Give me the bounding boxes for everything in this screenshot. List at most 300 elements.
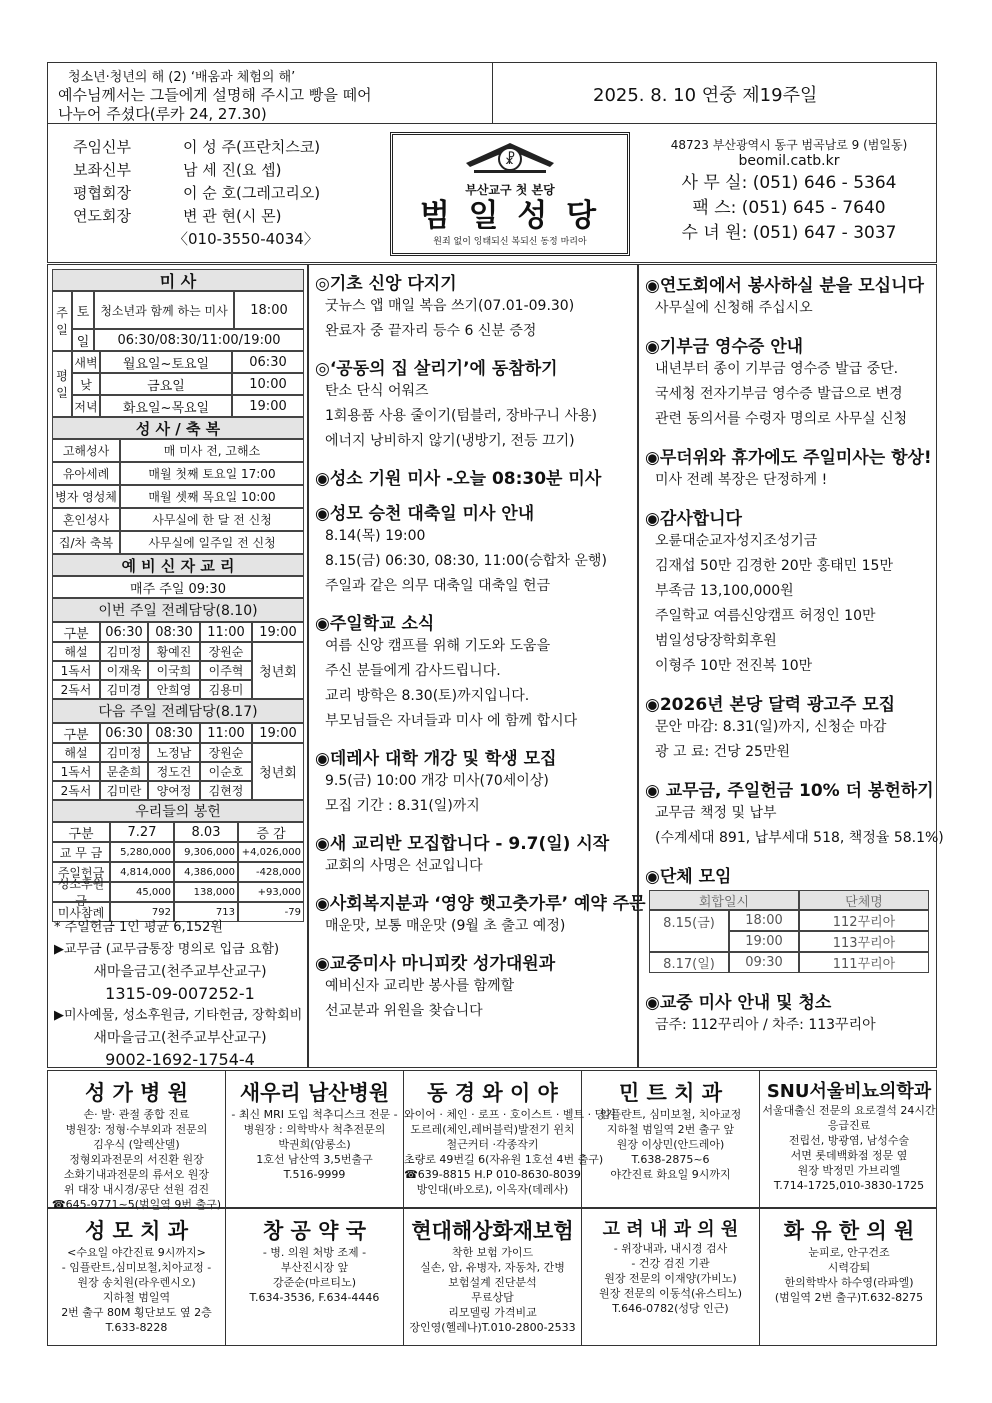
ad-line: 리모델링 가격비교: [448, 1306, 537, 1319]
notice-title: ◉교중미사 마니피캇 성가대원과: [315, 954, 556, 974]
notice-line: 8.14(목) 19:00: [325, 528, 426, 544]
staff-row: [73, 182, 320, 205]
dawn-label: 새벽: [72, 351, 100, 373]
sacrament-time: 사무실에 일주일 전 신청: [120, 531, 304, 554]
ad-line: 원장 전문의 이재양(가비노): [604, 1272, 737, 1285]
notice-line: 이형주 10만 전진복 10만: [655, 658, 813, 674]
group-time: 18:00: [729, 910, 799, 931]
ad-title: 성 가 병 원: [84, 1081, 189, 1105]
duty-cell: 정도건: [148, 762, 200, 781]
ad-block: [226, 1209, 404, 1345]
notice-line: 주일과 같은 의무 대축일 대축일 헌금: [325, 578, 551, 594]
ad-line: 병원장: 정형·수부외과 전문의: [65, 1123, 208, 1136]
notice-line: 교무금 책정 및 납부: [655, 805, 777, 821]
notice-line: 관련 동의서를 수령자 명의로 사무실 신청: [655, 411, 908, 427]
ad-line: 도르레(체인,레버블럭)발전기 윈치: [410, 1123, 575, 1136]
offering-cell: -428,000: [238, 862, 304, 882]
svg-text:☧: ☧: [504, 152, 516, 168]
ad-line: (범일역 2번 출구)T.632-8275: [774, 1291, 924, 1304]
ad-line: 2번 출구 80M 횡단보도 옆 2층: [61, 1306, 212, 1319]
header-box: [47, 62, 937, 124]
offering-cell: 성소후원금: [52, 882, 110, 902]
ad-line: - 건강 검진 기관: [631, 1257, 710, 1270]
dawn-time: 06:30: [232, 351, 304, 373]
notice-title: ◉성모 승천 대축일 미사 안내: [315, 504, 535, 524]
duty-cell: 1독서: [52, 762, 100, 781]
ad-block: [404, 1209, 582, 1345]
group-time: 19:00: [729, 931, 799, 952]
dawn-days: 월요일~토요일: [100, 351, 232, 373]
note-line: 새마을금고(천주교부산교구): [93, 1030, 267, 1046]
ad-line: 원장 이상민(안드레아): [616, 1138, 725, 1151]
bulletin-date: 2025. 8. 10 연중 제19주일: [593, 85, 818, 106]
ad-block: [760, 1071, 938, 1207]
duty-cell: 1독서: [52, 661, 100, 680]
ad-line: 지하철 범일역: [102, 1291, 171, 1304]
notice-line: 완료자 중 끝자리 등수 6 신분 증정: [325, 323, 537, 339]
sacrament-name: 집/차 축복: [52, 531, 120, 554]
theme-area: [48, 63, 493, 123]
staff-name: 남 세 진(요 셉): [183, 161, 282, 179]
offering-cell: +4,026,000: [238, 842, 304, 862]
duty-head-cell: 06:30: [100, 622, 148, 642]
ad-line: 초량로 49번길 6(자유원 1호선 4번 출구): [404, 1153, 604, 1166]
note-line: 1315-09-007252-1: [105, 984, 255, 1003]
duty-rows: [52, 743, 252, 800]
staff-row: [73, 159, 320, 182]
offering-row: [52, 877, 304, 908]
offering-cell: 4,386,000: [174, 862, 238, 882]
sacrament-name: 유아세례: [52, 462, 120, 485]
ads-row-2: [47, 1208, 937, 1346]
duty-cell: 김미란: [100, 781, 148, 800]
ad-line: T.646-0782(성당 인근): [612, 1302, 729, 1315]
right-column: [638, 264, 944, 1068]
offering-cell: 교 무 금: [52, 842, 110, 862]
sat-time: 18:00: [234, 291, 304, 329]
notice-section: [315, 744, 633, 819]
staff-phone: 〈010-3550-4034〉: [173, 230, 319, 248]
ad-line: T.634-3536, F.634-4446: [249, 1291, 380, 1304]
group-name: 113꾸리아: [799, 931, 929, 952]
weekday-label: 평일: [52, 351, 72, 417]
website-link[interactable]: beomil.catb.kr: [738, 153, 840, 169]
offering-cell: 792: [110, 902, 174, 922]
notice-section: [315, 354, 633, 454]
notice-line: 1회용품 사용 줄이기(텀블러, 장바구니 사용): [325, 408, 597, 424]
ad-line: 정형외과전문의 서진환 원장: [69, 1153, 204, 1166]
offering-head-cell: 증 감: [238, 822, 304, 842]
offering-head-cell: 8.03: [174, 822, 238, 842]
ad-title: 새우리 남산병원: [239, 1081, 390, 1105]
offering-cell: -79: [238, 902, 304, 922]
duty-cell: 황예진: [148, 642, 200, 661]
notice-section: [315, 829, 633, 879]
notice-title: ◉데레사 대학 개강 및 학생 모집: [315, 749, 557, 769]
sacrament-time: 매 미사 전, 고해소: [120, 439, 304, 462]
notice-line: 문안 마감: 8.31(일)까지, 신청순 마감: [655, 719, 887, 735]
duty-youth: 청년회: [252, 743, 304, 800]
sacrament-row: [52, 485, 304, 508]
offering-cell: 9,306,000: [174, 842, 238, 862]
sat-label: 토: [72, 291, 94, 329]
sacrament-row: [52, 531, 304, 554]
duty-cell: 장원순: [200, 642, 252, 661]
ad-line: T.638-2875~6: [631, 1153, 710, 1166]
ad-line: - 최신 MRI 도입 척추디스크 전문 -: [231, 1108, 398, 1121]
convent-phone: 수 녀 원: (051) 647 - 3037: [681, 223, 897, 243]
duty-youth: 청년회: [252, 642, 304, 699]
notice-section: [645, 776, 944, 851]
staff-row: [73, 136, 320, 159]
group-head-row: [649, 890, 929, 910]
mass-title: 미 사: [52, 269, 304, 291]
ad-line: 강준순(마르티노): [273, 1276, 356, 1289]
sacrament-name: 고해성사: [52, 439, 120, 462]
group-time: 09:30: [729, 952, 799, 973]
sacrament-row: [52, 508, 304, 531]
ad-line: 착한 보험 가이드: [451, 1246, 534, 1259]
notice-title: ◉감사합니다: [645, 509, 742, 529]
offering-head-cell: 구분: [52, 822, 110, 842]
ad-line: 실손, 암, 유병자, 자동차, 간병: [420, 1261, 565, 1274]
duty-cell: 양여정: [148, 781, 200, 800]
catechumen-time: 매주 주일 09:30: [52, 576, 304, 598]
ad-line: 무료상담: [471, 1291, 514, 1304]
notice-line: 매운맛, 보통 매운맛 (9월 초 출고 예정): [325, 918, 566, 934]
staff-row: [73, 205, 320, 228]
middle-column: [308, 264, 646, 1068]
ad-line: 와이어 · 체인 · 로프 · 호이스트 · 벨트 · 당기: [404, 1108, 616, 1121]
duty-head-cell: 19:00: [252, 723, 304, 743]
duty-row: [52, 680, 252, 699]
staff-name: 이 성 주(프란치스코): [183, 138, 321, 156]
church-name: 범 일 성 당: [419, 198, 601, 234]
notice-section: [315, 949, 633, 1024]
notice-title: ◉성소 기원 미사 -오늘 08:30분 미사: [315, 469, 602, 489]
left-column: [47, 264, 308, 1068]
duty-cell: 이재욱: [100, 661, 148, 680]
staff-role: 보좌신부: [73, 161, 131, 179]
staff-role: 연도회장: [73, 207, 131, 225]
ad-title: 현대해상화재보험: [411, 1219, 574, 1243]
ad-block: [582, 1209, 760, 1345]
mass-table: [52, 269, 304, 922]
ad-line: - 병. 의원 처방 조제 -: [262, 1246, 367, 1259]
duty-row: [52, 661, 252, 680]
notice-line: 9.5(금) 10:00 개강 미사(70세이상): [325, 773, 549, 789]
ad-line: 원장 박정민 가브리엘: [797, 1164, 901, 1177]
notice-title: ◉사회복지분과 ‘영양 햇고춧가루’ 예약 주문: [315, 894, 646, 914]
group-date: 8.17(일): [649, 952, 729, 973]
notice-line: 모집 기간 : 8.31(일)까지: [325, 798, 480, 814]
notice-section: [315, 889, 646, 939]
notice-section: [645, 443, 932, 493]
notice-line: 주일학교 여름신앙캠프 허정인 10만: [655, 608, 876, 624]
notice-line: 탄소 단식 어워즈: [325, 383, 429, 399]
notice-line: 에너지 낭비하지 않기(냉방기, 전등 끄기): [325, 433, 575, 449]
notice-line: 국세청 전자기부금 영수증 발급으로 변경: [655, 386, 903, 402]
info-box: [47, 123, 937, 263]
theme-line: 청소년·청년의 해 (2) ‘배움과 체험의 해’: [68, 70, 296, 85]
ad-title: 고 려 내 과 의 원: [602, 1219, 739, 1240]
duty-this-table: [52, 622, 304, 699]
duty-row: [52, 743, 252, 762]
duty-head-cell: 08:30: [148, 622, 200, 642]
ad-line: 김우식 (알렉산델): [93, 1138, 180, 1151]
duty-cell: 해설: [52, 743, 100, 762]
ad-line: 서면 롯데백화점 정문 옆: [790, 1149, 908, 1162]
offering-cell: 45,000: [110, 882, 174, 902]
ad-line: 병원장 : 의학박사 척추전문의: [243, 1123, 386, 1136]
sacrament-name: 혼인성사: [52, 508, 120, 531]
office-phone: 사 무 실: (051) 646 - 5364: [681, 173, 897, 193]
sun-times: 06:30/08:30/11:00/19:00: [94, 329, 304, 351]
duty-cell: 김미정: [100, 642, 148, 661]
notice-section: [315, 464, 633, 489]
ad-line: 위 대장 내시경/공단 선원 검진: [63, 1183, 210, 1196]
notice-line: 8.15(금) 06:30, 08:30, 11:00(승합차 운행): [325, 553, 607, 569]
duty-row: [52, 781, 252, 800]
sacrament-time: 매월 첫째 토요일 17:00: [120, 462, 304, 485]
group-head-cell: 회합일시: [649, 890, 799, 910]
offering-title: 우리들의 봉헌: [52, 800, 304, 822]
notice-title: ◎‘공동의 집 살리기’에 동참하기: [315, 359, 558, 379]
duty-cell: 김미경: [100, 680, 148, 699]
notice-section: [645, 271, 932, 321]
duty-cell: 김용미: [200, 680, 252, 699]
notice-line: 오륜대순교자성지조성기금: [655, 533, 818, 549]
notice-title: ◉단체 모임: [645, 867, 732, 887]
church-emblem-icon: [462, 137, 558, 177]
ad-line: 원장 송치원(라우렌시오): [77, 1276, 196, 1289]
account-notes: [54, 917, 306, 1071]
verse-line-2: 나누어 주셨다(루카 24, 27.30): [58, 105, 267, 123]
duty-cell: 이국희: [148, 661, 200, 680]
notice-line: 굿뉴스 앱 매일 복음 쓰기(07.01-09.30): [325, 298, 575, 314]
notice-line: 미사 전례 복장은 단정하게 !: [655, 472, 828, 488]
notice-title: ◉무더위와 휴가에도 주일미사는 항상!: [645, 448, 932, 468]
offering-cell: 주일헌금: [52, 862, 110, 882]
group-row: [649, 952, 929, 973]
group-date: 8.15(금): [649, 910, 729, 931]
notice-line: 사무실에 신청해 주십시오: [655, 300, 813, 316]
duty-cell: 이순호: [200, 762, 252, 781]
notice-title: ◉연도회에서 봉사하실 분을 모십니다: [645, 276, 924, 296]
notice-line: 선교분과 위원을 찾습니다: [325, 1003, 483, 1019]
ad-line: - 위장내과, 내시경 검사: [613, 1242, 728, 1255]
ad-title: 창 공 약 국: [262, 1219, 367, 1243]
notice-title: ◎기초 신앙 다지기: [315, 274, 457, 294]
notice-line: 김재섭 50만 김경한 20만 홍태민 15만: [655, 558, 893, 574]
ad-block: [48, 1071, 226, 1211]
notice-section: [645, 862, 932, 887]
ad-title: 화 유 한 의 원: [783, 1219, 915, 1243]
notice-line: 예비신자 교리반 봉사를 함께할: [325, 978, 515, 994]
duty-cell: 이주혁: [200, 661, 252, 680]
ad-title: SNU서울비뇨의학과: [766, 1081, 932, 1102]
note-line: ▶미사예물, 성소후원금, 기타헌금, 장학회비: [54, 1008, 303, 1023]
ad-line: 장인영(헬레나)T.010-2800-2533: [409, 1321, 576, 1334]
notice-title: ◉ 교무금, 주일헌금 10% 더 봉헌하기: [645, 781, 934, 801]
ad-block: [226, 1071, 404, 1207]
staff-list: [73, 136, 320, 251]
notice-section: [645, 332, 932, 432]
offering-cell: 5,280,000: [110, 842, 174, 862]
duty-head-cell: 08:30: [148, 723, 200, 743]
notice-section: [315, 499, 633, 599]
duty-head-row: [52, 723, 304, 743]
fax-number: 팩 스: (051) 645 - 7640: [692, 198, 886, 218]
duty-head-cell: 구분: [52, 622, 100, 642]
notice-section: [645, 504, 932, 679]
sacrament-rows: [52, 439, 304, 554]
note-line: ▶교무금 (교무금통장 명의로 입금 요함): [54, 942, 280, 957]
evening-time: 19:00: [232, 395, 304, 417]
ad-line: 전립선, 방광염, 남성수술: [788, 1134, 910, 1147]
sun-label: 일: [72, 329, 94, 351]
notice-line: 내년부터 종이 기부금 영수증 발급 중단.: [655, 361, 899, 377]
ad-line: 방인대(바오로), 이옥자(데레사): [416, 1183, 569, 1196]
note-line: 9002-1692-1754-4: [105, 1050, 255, 1069]
offering-cell: 미사참례: [52, 902, 110, 922]
notice-line: 교리 방학은 8.30(토)까지입니다.: [325, 688, 530, 704]
ad-line: - 임플란트,심미보철,치아교정 -: [61, 1261, 212, 1274]
group-name: 111꾸리아: [799, 952, 929, 973]
notice-section: [315, 609, 633, 734]
ad-title: 민 트 치 과: [618, 1081, 723, 1105]
duty-cell: 김미정: [100, 743, 148, 762]
note-line: 새마을금고(천주교부산교구): [93, 964, 267, 980]
duty-next-title: 다음 주일 전례담당(8.17): [52, 699, 304, 723]
duty-head-cell: 구분: [52, 723, 100, 743]
duty-cell: 문춘희: [100, 762, 148, 781]
duty-body: [52, 642, 304, 699]
verse-line-1: 예수님께서는 그들에게 설명해 주시고 빵을 떼어: [58, 86, 372, 104]
notice-title: ◉2026년 본당 달력 광고주 모집: [645, 695, 896, 715]
ad-line: 부산진시장 앞: [280, 1261, 349, 1274]
offering-cell: 138,000: [174, 882, 238, 902]
notice-line: (수계세대 891, 납부세대 518, 책정율 58.1%): [655, 830, 944, 846]
noon-days: 금요일: [100, 373, 232, 395]
offering-table: [52, 822, 304, 922]
duty-body: [52, 743, 304, 800]
offering-row: [52, 842, 304, 862]
ad-line: 서울대출신 전문의 요로결석 24시간: [762, 1104, 936, 1117]
duty-cell: 해설: [52, 642, 100, 661]
ad-line: T.516-9999: [283, 1168, 346, 1181]
sunday-label: 주일: [52, 291, 72, 351]
note-line: * 주일헌금 1인 평균 6,152원: [54, 920, 223, 935]
sacrament-time: 사무실에 한 달 전 신청: [120, 508, 304, 531]
ad-line: T.714-1725,010-3830-1725: [773, 1179, 925, 1192]
duty-head-cell: 19:00: [252, 622, 304, 642]
ad-line: 1호선 남산역 3,5번출구: [256, 1153, 373, 1166]
church-sub: 원죄 없이 잉태되신 복되신 동정 마리아: [433, 237, 587, 247]
duty-this-title: 이번 주일 전례담당(8.10): [52, 598, 304, 622]
staff-name: 변 관 현(시 몬): [183, 207, 282, 225]
group-row: [649, 910, 929, 931]
notice-title: ◉주일학교 소식: [315, 614, 435, 634]
ad-line: 한의학박사 하수영(라파엘): [784, 1276, 914, 1289]
church-top: 부산교구 첫 본당: [465, 183, 555, 197]
ad-line: 원장 전문의 이동석(유스티노): [598, 1287, 743, 1300]
offering-head-row: [52, 822, 304, 842]
notice-section: [315, 269, 633, 344]
duty-head-cell: 11:00: [200, 723, 252, 743]
ad-line: 손· 발· 관절 종합 진료: [83, 1108, 190, 1121]
duty-cell: 2독서: [52, 781, 100, 800]
group-name: 112꾸리아: [799, 910, 929, 931]
ad-title: 성 모 치 과: [84, 1219, 189, 1243]
notice-line: 부모님들은 자녀들과 미사 에 함께 합시다: [325, 713, 578, 729]
staff-role: 주임신부: [73, 138, 131, 156]
offering-head-cell: 7.27: [110, 822, 174, 842]
offering-cell: +93,000: [238, 882, 304, 902]
offering-cell: 4,814,000: [110, 862, 174, 882]
duty-cell: 2독서: [52, 680, 100, 699]
notice-title: ◉새 교리반 모집합니다 - 9.7(일) 시작: [315, 834, 610, 854]
ad-block: [404, 1071, 616, 1207]
contact-block: [644, 136, 934, 246]
ad-line: 보험설계 진단분석: [448, 1276, 537, 1289]
notice-title: ◉교중 미사 안내 및 청소: [645, 993, 832, 1013]
ad-line: 소화기내과전문의 류서오 원장: [63, 1168, 210, 1181]
address: 48723 부산광역시 동구 범곡남로 9 (범일동): [670, 138, 908, 152]
ad-line: 야간진료 화요일 9시까지: [610, 1168, 731, 1181]
notice-line: 범일성당장학회후원: [655, 633, 777, 649]
church-logo-box: [390, 132, 630, 256]
noon-label: 낮: [72, 373, 100, 395]
duty-cell: 장원순: [200, 743, 252, 762]
sacrament-time: 매월 셋째 목요일 10:00: [120, 485, 304, 508]
notice-line: 여름 신앙 캠프를 위해 기도와 도움을: [325, 638, 551, 654]
ads-row-1: [47, 1070, 937, 1211]
duty-next-table: [52, 723, 304, 800]
sacrament-name: 병자 영성체: [52, 485, 120, 508]
ad-line: ☎639-8815 H.P 010-8630-8039: [404, 1168, 581, 1181]
duty-cell: 안희영: [148, 680, 200, 699]
evening-days: 화요일~목요일: [100, 395, 232, 417]
group-table: [649, 890, 929, 973]
group-head-cell: 단체명: [799, 890, 929, 910]
notice-section: [645, 690, 932, 765]
staff-name: 이 순 호(그레고리오): [183, 184, 321, 202]
duty-head-cell: 11:00: [200, 622, 252, 642]
notice-line: 주신 분들에게 감사드립니다.: [325, 663, 501, 679]
ad-line: 응급진료: [827, 1119, 871, 1132]
duty-cell: 김현정: [200, 781, 252, 800]
ad-line: ☎645-9771~5(범일역 9번 출구): [51, 1198, 222, 1211]
notice-section: [645, 988, 932, 1038]
notice-line: 교회의 사명은 선교입니다: [325, 858, 483, 874]
catechumen-title: 예 비 신 자 교 리: [52, 554, 304, 576]
sat-desc: 청소년과 함께 하는 미사: [94, 291, 234, 329]
ad-line: 박권희(암롱소): [278, 1138, 351, 1151]
ad-line: 눈피로, 안구건조: [808, 1246, 890, 1259]
ad-line: T.633-8228: [105, 1321, 168, 1334]
ad-block: [582, 1071, 760, 1207]
duty-head-row: [52, 622, 304, 642]
notice-title: ◉기부금 영수증 안내: [645, 337, 804, 357]
evening-label: 저녁: [72, 395, 100, 417]
duty-rows: [52, 642, 252, 699]
duty-row: [52, 762, 252, 781]
group-date: [649, 931, 729, 952]
ad-line: 철근커터 ·각종작키: [446, 1138, 539, 1151]
notice-line: 광 고 료: 건당 25만원: [655, 744, 790, 760]
ad-title: 동 경 와 이 야: [427, 1081, 558, 1105]
